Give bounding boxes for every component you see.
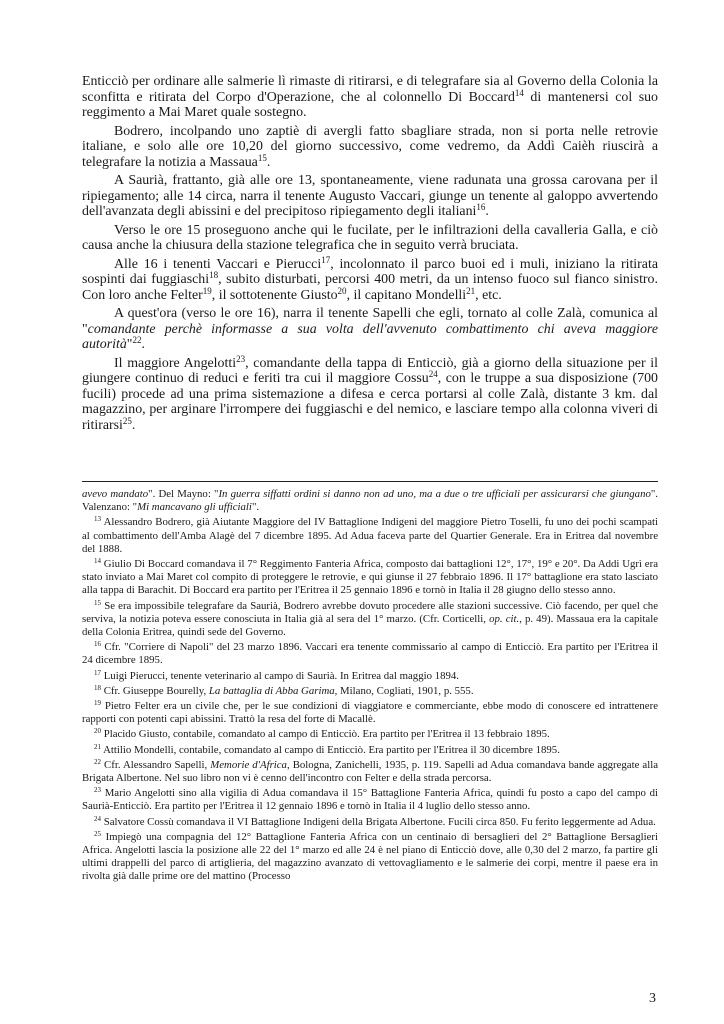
text-run: Salvatore Cossù comandava il VI Battaglione Indigeni della Brigata Albertone. Fucili circa 850. Fu ferito leggermente ad Adua. [101,815,656,828]
text-run: . [485,204,489,219]
text-run: , Milano, Cogliati, 1901, p. 555. [334,684,474,697]
footnote-number: 22 [94,758,102,766]
text-run: Il maggiore Angelotti [114,355,237,371]
body-paragraph [82,173,658,220]
footnote-ref: 22 [132,335,142,346]
text-run: . [141,337,145,352]
footnote-number: 20 [94,727,102,736]
text-run: , comandante della tappa di Enticciò, già a giorno della situazione per il giungere continuo di reduci e feriti tra cui il maggiore Cossu [82,355,658,386]
text-run: , etc. [475,287,502,303]
footnote-number: 16 [94,640,102,649]
body-paragraph [82,353,658,434]
text-run: , il capitano Mondelli [346,287,467,303]
footnote-number: 14 [94,557,102,566]
body-paragraph [82,306,658,353]
footnote [82,759,658,785]
footnote-number: 24 [94,814,102,823]
footnote-ref: 19 [202,285,212,296]
footnote [82,670,658,683]
footnote-ref: 18 [209,270,219,281]
footnote-ref: 15 [257,152,267,163]
italic-text: comandante perchè informasse a sua volta dell'avvenuto combattimento chi aveva maggiore autorità [82,321,658,352]
footnote-number: 23 [94,786,102,795]
body-paragraph [82,74,658,121]
footnote [82,787,658,813]
italic-text: In guerra siffatti ordini si danno non ad uno, ma a due o tre ufficiali per assicurarsi che giungano [218,488,651,500]
text-run: Cfr. Giuseppe Bourelly, [101,684,209,697]
footnote-ref: 16 [476,202,486,213]
page-number: 3 [649,991,656,1006]
text-run: Cfr. "Corriere di Napoli" del 23 marzo 1896. Vaccari era tenente commissario al campo di Enticciò. Era partito per l'Eritrea il 24 dicembre 1895. [82,641,658,667]
italic-text: op. cit. [489,612,520,625]
text-run: . [266,154,271,170]
italic-text: La battaglia di Abba Garima [208,684,335,697]
footnote-ref: 17 [321,254,331,265]
footnote-number: 17 [94,668,102,677]
footnote-number: 18 [94,683,102,692]
footnote [82,744,658,757]
text-run: A Saurià, frattanto, già alle ore 13, spontaneamente, viene radunata una grossa carovana per il ripiegamento; alle 14 circa, narra il tenente Augusto Vaccari, giunge un tenente al galoppo avvertendo dell'avanzata degli abissini e del precipitoso ripiegamento degli italiani [82,173,658,219]
footnote [82,600,658,640]
footnote [82,816,658,829]
footnote-ref: 23 [236,353,246,364]
footnote [82,728,658,741]
text-run: Giulio Di Boccard comandava il 7° Reggimento Fanteria Africa, composto dai battaglioni 12°, 17°, 19° e 20°. Da Addi Ugrì era stato inviato a Mai Maret col compito di proteggere le retrovie, e qui giunse il 27 febbraio 1896. Il 17° battaglione era stato lasciato alla tappa di Barachit. Di Boccard era partito per l'Eritrea il 25 gennaio 1896 e tornò in Italia il 28 giugno dello stesso anno. [82,558,658,597]
footnote [82,831,658,884]
text-run: Attilio Mondelli, contabile, comandato al campo di Enticciò. Era partito per l'Eritrea il 30 dicembre 1895. [101,743,560,756]
text-run: Impiegò una compagnia del 12° Battaglione Fanteria Africa con un centinaio di bersaglieri del 2° Battaglione Bersaglieri Africa. Angelotti lascia la posizione alle 22 del 1° marzo ed alle 24 è nel piano di Enticciò dove, alle 0,30 del 2 marzo, fa partire gli ultimi drappelli del parco di artiglieria, del magazzino avanzato di vettovagliamento e le salmerie dei corpi, mentre il paese era in rivolta già dalle prime ore del mattino (Processo [82,830,658,883]
text-run: , il sottotenente Giusto [211,287,338,303]
text-run: " [126,337,133,352]
text-run: di mantenersi col suo reggimento a Mai Maret quale sostegno. [82,89,658,120]
footnote-ref: 25 [122,415,132,426]
body-paragraph [82,223,658,254]
text-run: Mario Angelotti sino alla vigilia di Adua comandava il 15° Battaglione Fanteria Africa, quindi fu posto a capo del campo di Saurià-Enticciò. Era partito per l'Eritrea il 12 gennaio 1896 e tornò in Italia il 4 luglio dello stesso anno. [82,787,658,813]
text-run: Pietro Felter era un civile che, per le sue condizioni di viaggiatore e commerciante, ebbe modo di conoscere ed intrattenere rapporti con potenti capi abissini. Trattò la resa del forte di Macallè. [82,700,658,726]
main-text [82,74,658,433]
text-run: Enticciò per ordinare alle salmerie lì rimaste di ritirarsi, e di telegrafare sia al Governo della Colonia la sconfitta e ritirata del Corpo d'Operazione, che al colonnello Di Boccard [82,74,658,105]
text-run: ". Valenzano: " [82,488,658,514]
footnote [82,488,658,514]
body-paragraph [82,254,658,304]
italic-text: avevo mandato [82,488,149,500]
footnote [82,685,658,698]
footnote [82,558,658,598]
footnote-ref: 24 [428,369,438,380]
text-run: Cfr. Alessandro Sapelli, [101,758,211,771]
footnotes [82,488,658,886]
footnote-ref: 14 [514,87,524,98]
text-run: , incolonnato il parco buoi ed i muli, iniziano la ritirata sospinti dai fuggiaschi [82,256,658,287]
text-run: , subito disturbati, percorsi 400 metri, da un intenso fuoco sul fianco sinistro. Con loro anche Felter [82,272,658,303]
italic-text: Mi mancavano gli ufficiali [137,501,252,514]
text-run: Alessandro Bodrero, già Aiutante Maggiore del IV Battaglione Indigeni del maggiore Pietro Toselli, fu uno dei pochi scampati al combattimento dell'Amba Alagè del 7 dicembre 1895. Ad Adua faceva parte del Quartier Generale. Era in Eritrea dal novembre del 1888. [82,516,658,555]
footnote-separator [82,481,658,482]
text-run: Bodrero, incolpando uno zaptiè di avergli fatto sbagliare strada, non si porta nelle retrovie italiane, e solo alle ore 10,20 del giorno successivo, come vedremo, da Addì Caièh riuscirà a telegrafare la notizia a Massaua [82,123,658,170]
footnote [82,516,658,556]
footnote-ref: 20 [337,285,347,296]
text-run: ". [251,501,260,514]
text-run: , p. 49). Massaua era la capitale della Colonia Eritrea, quindi sede del Governo. [82,612,659,639]
text-run: Luigi Pierucci, tenente veterinario al campo di Saurià. In Eritrea dal maggio 1894. [101,669,459,682]
text-run: Placido Giusto, contabile, comandato al campo di Enticciò. Era partito per l'Eritrea il 13 febbraio 1895. [101,728,550,741]
footnote-number: 13 [94,515,102,524]
footnote-ref: 21 [466,285,476,296]
body-paragraph [82,124,658,171]
text-run: , Bologna, Zanichelli, 1935, p. 119. Sapelli ad Adua comandava bande aggregate alla Brigata Albertone. Nel suo libro non vi è cenno dell'incontro con Felter e della strada percorsa. [82,758,658,785]
footnote [82,700,658,726]
footnote-number: 21 [94,742,102,751]
text-run: , con le truppe a sua disposizione (700 fucili) procede ad una prima sistemazione a difesa e cerca portarsi al colle Zalà, distante 3 km. dal magazzino, per arginare l'irrompere dei fuggiaschi e del nemico, e lasciare tempo alla colonna viveri di ritirarsi [82,371,658,433]
footnote-number: 15 [94,598,102,607]
text-run: Verso le ore 15 proseguono anche qui le fucilate, per le infiltrazioni della cavalleria Galla, e ciò causa anche la chiusura della stazione telegrafica che in seguito verrà bruciata. [82,222,658,253]
footnote-number: 25 [94,830,102,839]
italic-text: Memorie d'Africa [210,758,287,771]
text-run: . [131,417,136,433]
text-run: ". Del Mayno: " [148,488,219,500]
text-run: A quest'ora (verso le ore 16), narra il tenente Sapelli che egli, tornato al colle Zalà, comunica al " [82,306,658,337]
text-run: Alle 16 i tenenti Vaccari e Pierucci [114,256,322,272]
footnote [82,641,658,667]
footnote-number: 19 [94,699,102,708]
text-run: Se era impossibile telegrafare da Saurià, Bodrero avrebbe dovuto procedere alle stazioni successive. Ciò facendo, per quel che serviva, la notizia poteva essere conosciuta in Italia già al sera del 1° marzo. (Cfr. Corticelli, [82,599,658,625]
